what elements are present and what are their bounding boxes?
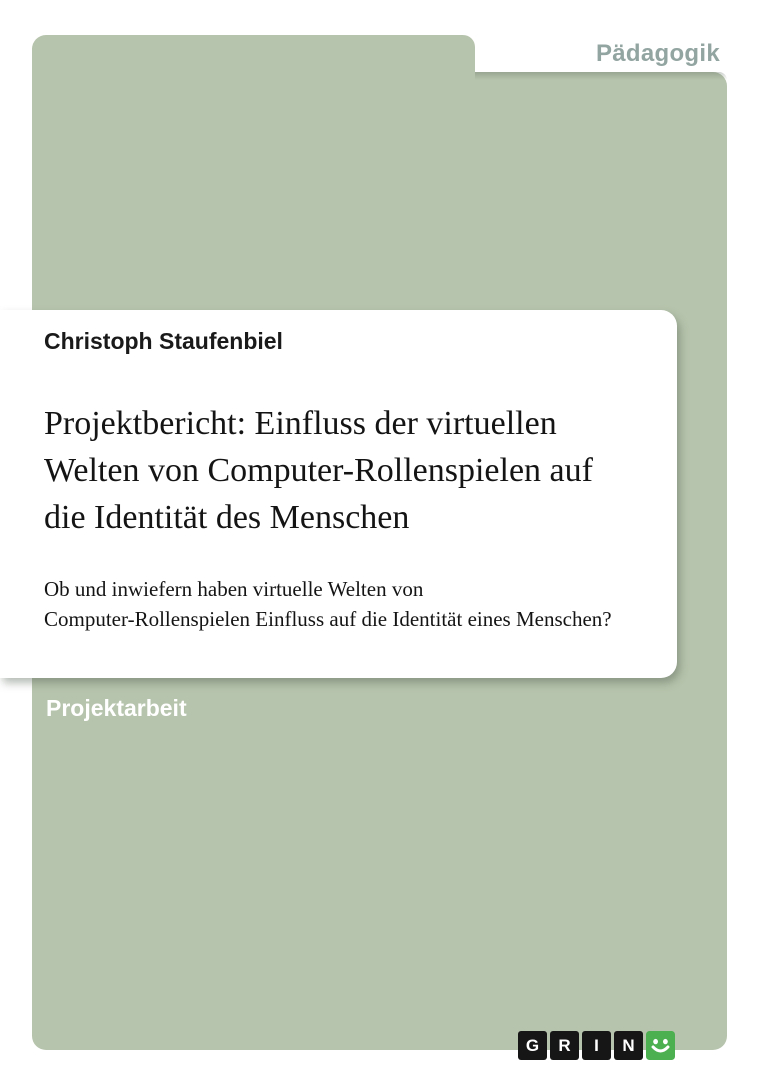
author-name: Christoph Staufenbiel <box>44 328 283 354</box>
title-line: die Identität des Menschen <box>44 499 410 536</box>
paper-title <box>44 400 659 541</box>
title-line: Projektbericht: Einfluss der virtuellen <box>44 405 557 442</box>
title-line: Welten von Computer-Rollenspielen auf <box>44 452 593 489</box>
title-card <box>0 310 677 678</box>
cover-top-tab <box>32 35 475 80</box>
logo-letter-tile: N <box>614 1031 643 1060</box>
paper-subtitle <box>44 574 659 634</box>
notch-shadow <box>475 72 727 80</box>
document-type-label: Projektarbeit <box>46 695 187 721</box>
grin-logo <box>518 1031 675 1060</box>
logo-letter-tile: G <box>518 1031 547 1060</box>
subtitle-line: Computer-Rollenspielen Einfluss auf die Identität eines Menschen? <box>44 607 612 631</box>
subtitle-line: Ob und inwiefern haben virtuelle Welten von <box>44 577 424 601</box>
logo-letter-tile: R <box>550 1031 579 1060</box>
smiley-icon <box>646 1031 675 1060</box>
category-label: Pädagogik <box>595 40 720 67</box>
logo-letter-tile: I <box>582 1031 611 1060</box>
